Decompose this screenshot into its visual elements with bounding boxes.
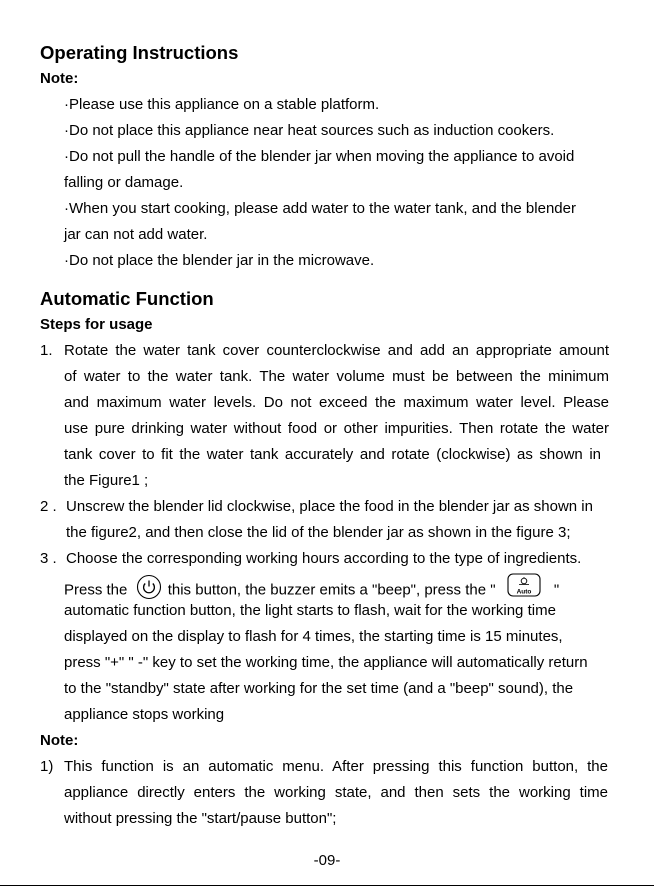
page-number: -09-	[313, 852, 341, 869]
step-line: Rotate the water tank cover counterclockwise and add an appropriate amount	[64, 342, 609, 359]
note-line: ·Do not place the blender jar in the microwave.	[64, 252, 375, 269]
note-line: This function is an automatic menu. After pressing this function button, the	[64, 758, 608, 775]
note-item-number: 1)	[40, 758, 54, 775]
note-line: ·When you start cooking, please add water to the water tank, and the blender	[64, 200, 576, 217]
note-line: appliance directly enters the working state, and then sets the working time	[64, 784, 608, 801]
note-line: ·Do not pull the handle of the blender jar when moving the appliance to avoid	[64, 148, 575, 165]
step-line: displayed on the display to flash for 4 times, the starting time is 15 minutes,	[64, 628, 563, 645]
step-number: 1.	[40, 342, 53, 359]
step-line: to the "standby" state after working for the set time (and a "beep" sound), the	[64, 680, 574, 697]
step-line: press "+" " -" key to set the working time, the appliance will automatically return	[64, 654, 588, 671]
note-line: without pressing the "start/pause button";	[64, 810, 337, 827]
note-heading: Note:	[40, 70, 79, 87]
step-line: tank cover to fit the water tank accurately and rotate (clockwise) as shown in	[64, 446, 601, 463]
note-line: jar can not add water.	[64, 226, 208, 243]
step-line: automatic function button, the light starts to flash, wait for the working time	[64, 602, 556, 619]
step-line: Choose the corresponding working hours according to the type of ingredients.	[66, 550, 582, 567]
step-line: use pure drinking water without food or other impurities. Then rotate the water	[64, 420, 609, 437]
step-number: 3 .	[40, 550, 57, 567]
step-line: of water to the water tank. The water volume must be between the minimum	[64, 368, 609, 385]
step-line: appliance stops working	[64, 706, 225, 723]
section-title: Automatic Function	[40, 288, 214, 309]
step-text: "	[553, 581, 560, 599]
step-text: Press the	[64, 581, 128, 599]
note-line: ·Please use this appliance on a stable platform.	[64, 96, 380, 113]
auto-button-icon	[507, 573, 541, 604]
section-subtitle: Steps for usage	[40, 316, 153, 333]
page-title: Operating Instructions	[40, 42, 239, 63]
step-number: 2 .	[40, 498, 57, 515]
step-line: the Figure1 ;	[64, 472, 149, 489]
step-line: the figure2, and then close the lid of the blender jar as shown in the figure 3;	[66, 524, 571, 541]
auto-label: Auto	[516, 588, 532, 596]
step-line: Unscrew the blender lid clockwise, place the food in the blender jar as shown in	[66, 498, 593, 515]
note-line: falling or damage.	[64, 174, 184, 191]
step-line: and maximum water levels. Do not exceed the maximum water level. Please	[64, 394, 609, 411]
step-text: this button, the buzzer emits a "beep", press the "	[167, 581, 496, 599]
bottom-divider	[0, 885, 654, 886]
note-line: ·Do not place this appliance near heat sources such as induction cookers.	[64, 122, 555, 139]
note-heading: Note:	[40, 732, 79, 749]
